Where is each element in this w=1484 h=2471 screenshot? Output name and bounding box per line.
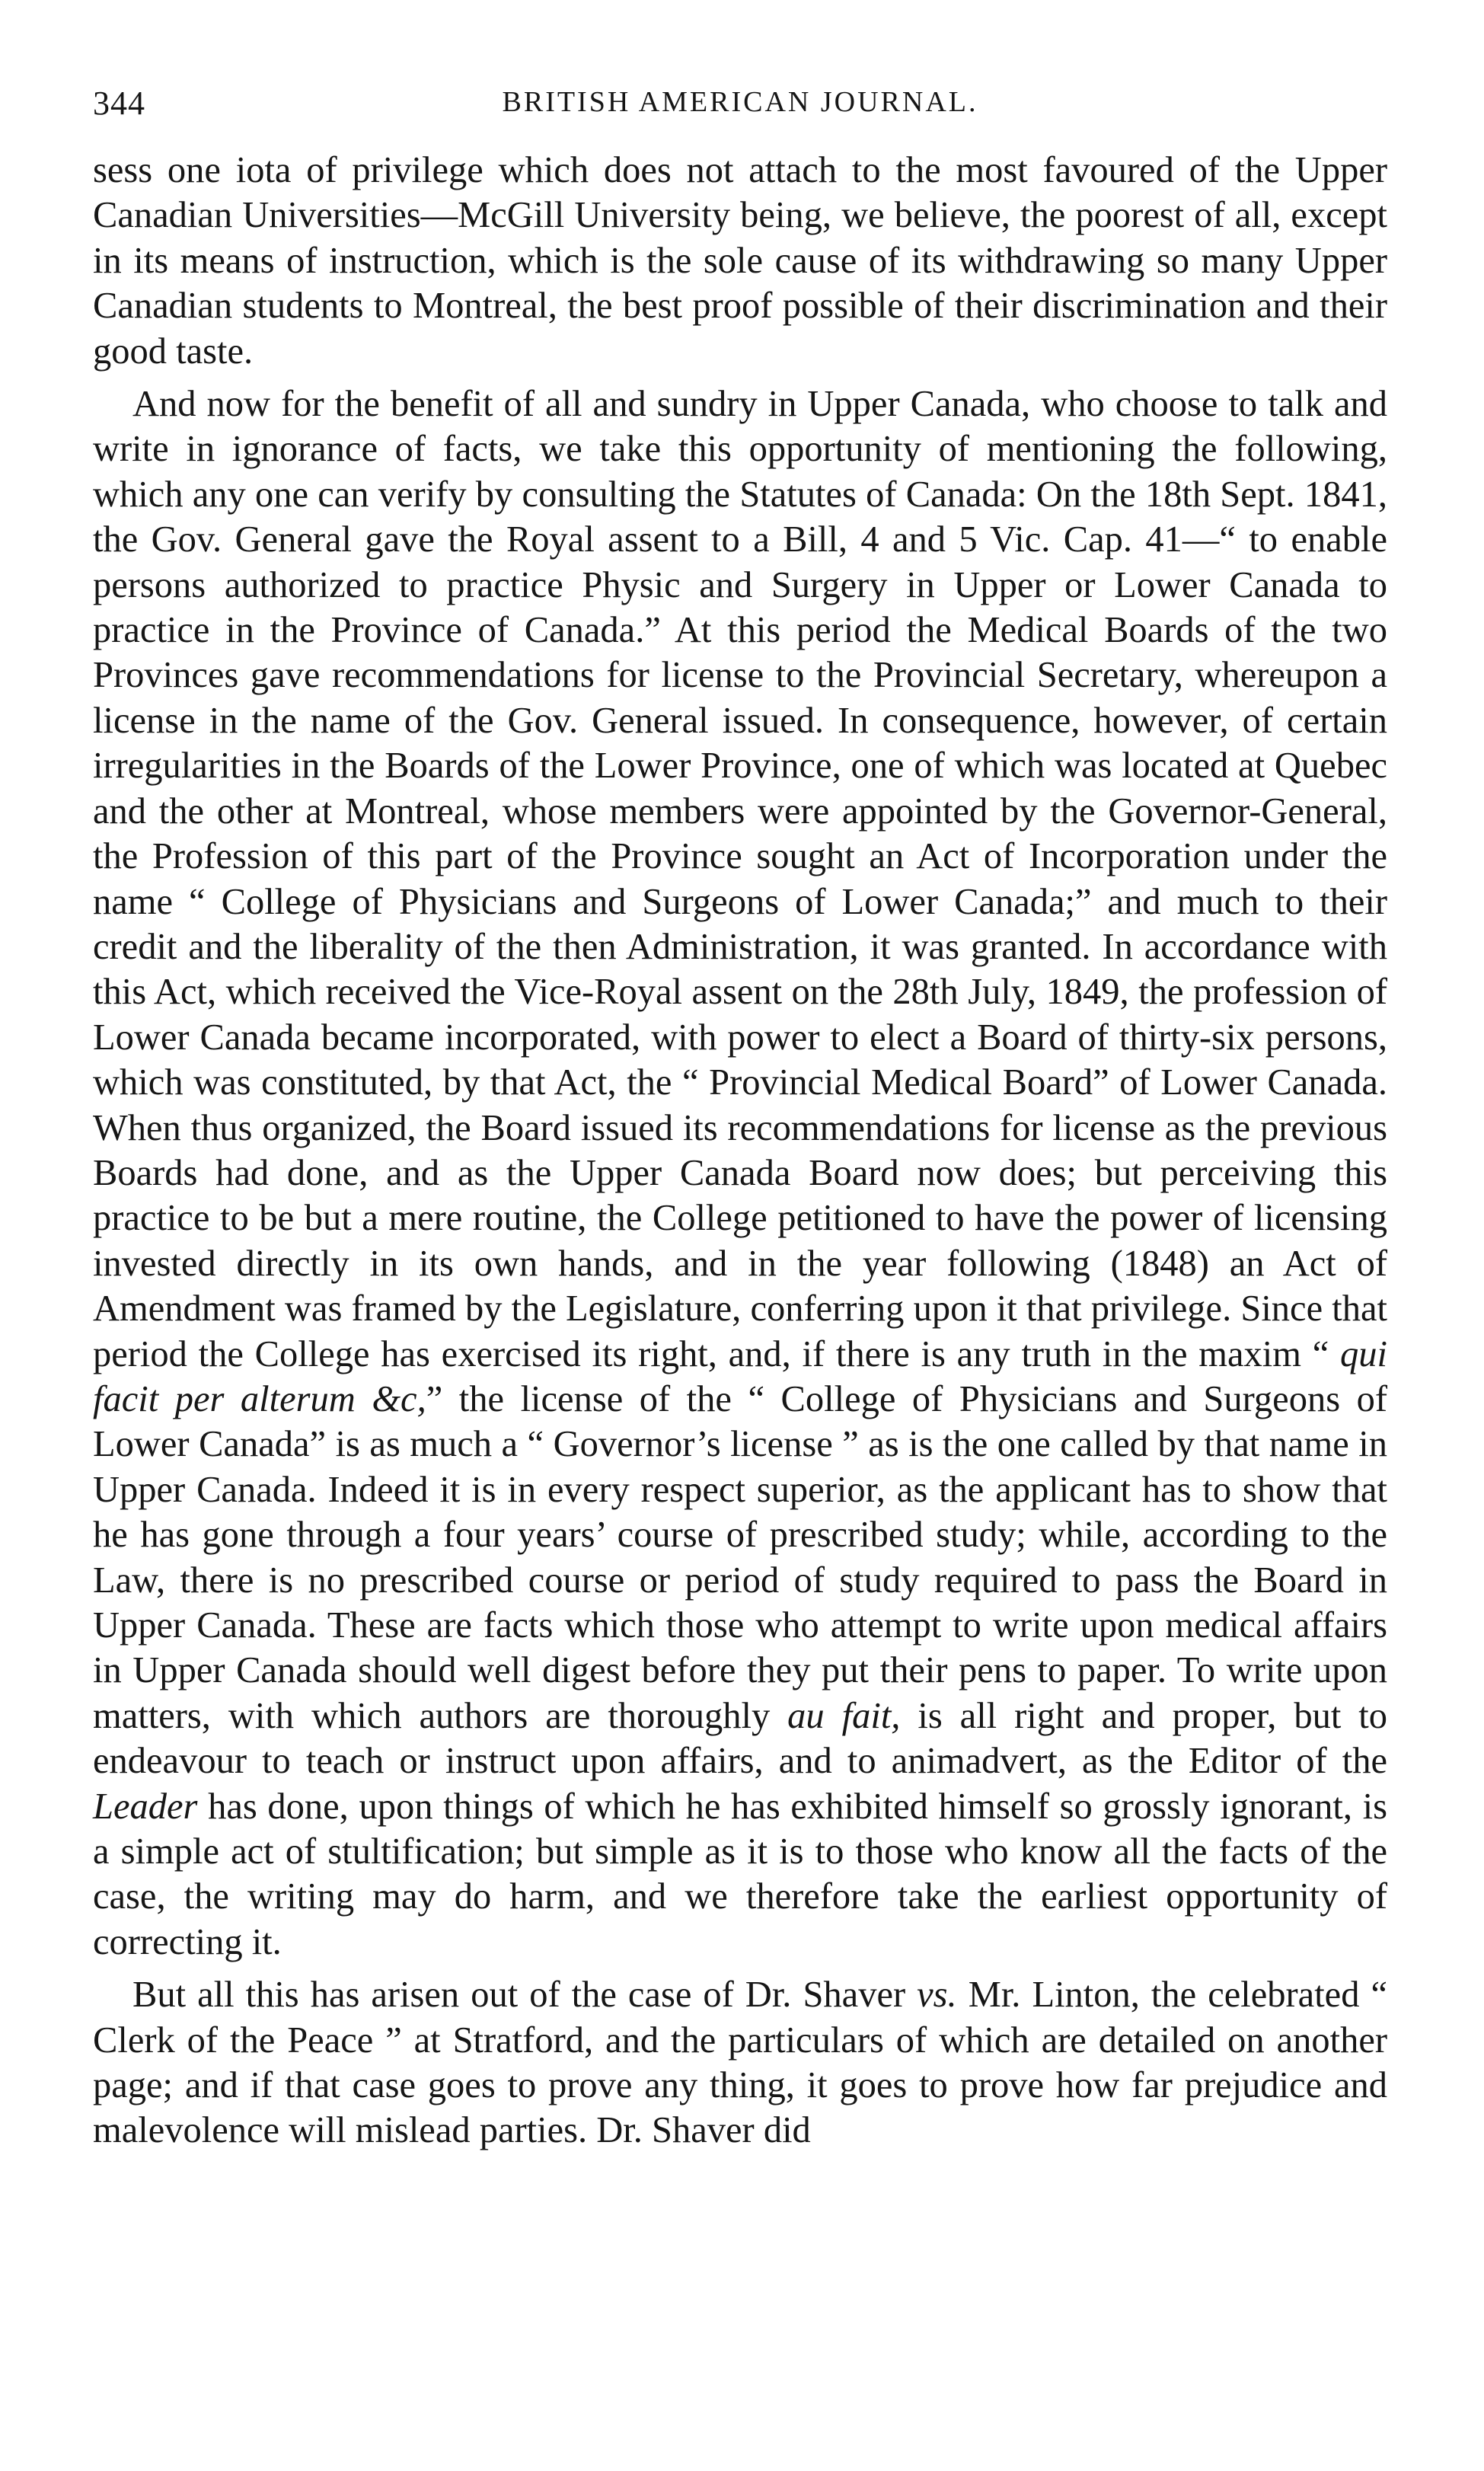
newspaper-title: Leader	[93, 1786, 198, 1827]
article-text	[93, 148, 1387, 2153]
latin-maxim: qui facit per alterum &c,	[93, 1333, 1387, 1419]
page-number: 344	[93, 85, 145, 122]
paragraph-1-text: sess one iota of privilege which does not attach to the most favoured of the Upper Canadian Universities—McGill University being, we believe, the poorest of all, except in its means of instruction, which is the sole cause of its withdrawing so many Upper Canadian students to Montreal, the best proof possible of their discrimination and their good taste.	[93, 150, 1387, 372]
paragraph-3	[93, 1972, 1387, 2153]
running-title: BRITISH AMERICAN JOURNAL.	[502, 86, 978, 118]
paragraph-3-text-part-2: Mr. Linton, the celebrated “ Clerk of the Peace ” at Stratford, and the particulars of which are detailed on another page; and if that case goes to prove any thing, it goes to prove how far prejudice and malevolence will mislead parties. Dr. Shaver did	[93, 1975, 1387, 2151]
versus-abbreviation: vs.	[917, 1975, 957, 2016]
page-header	[93, 76, 1387, 137]
paragraph-3-text-part-1: But all this has arisen out of the case of Dr. Shaver	[132, 1975, 918, 2016]
paragraph-2-text-part-1: And now for the benefit of all and sundry in Upper Canada, who choose to talk and write in ignorance of facts, we take this opportunity of mentioning the following, which any one can verify by consulting the Statutes of Canada: On the 18th Sept. 1841, the Gov. General gave the Royal assent to a Bill, 4 and 5 Vic. Cap. 41—“ to enable persons authorized to practice Physic and Surgery in Upper or Lower Canada to practice in the Province of Canada.” At this period the Medical Boards of the two Provinces gave recommendations for license to the Provincial Secretary, whereupon a license in the name of the Gov. General issued. In consequence, however, of certain irregularities in the Boards of the Lower Province, one of which was located at Quebec and the other at Montreal, whose members were appointed by the Governor-General, the Profession of this part of the Province sought an Act of Incorporation under the name “ College of Physicians and Surgeons of Lower Canada;” and much to their credit and the liberality of the then Administration, it was granted. In accordance with this Act, which received the Vice-Royal assent on the 28th July, 1849, the profession of Lower Canada became incorporated, with power to elect a Board of thirty-six persons, which was constituted, by that Act, the “ Provincial Medical Board” of Lower Canada. When thus organized, the Board issued its recommendations for license as the previous Boards had done, and as the Upper Canada Board now does; but perceiving this practice to be but a mere routine, the College petitioned to have the power of licensing invested directly in its own hands, and in the year following (1848) an Act of Amendment was framed by the Legislature, conferring upon it that privilege. Since that period the College has exercised its right, and, if there is any truth in the maxim “	[93, 384, 1387, 1374]
paragraph-2-text-part-4: has done, upon things of which he has exhibited himself so grossly ignorant, is a simple act of stultification; but simple as it is to those who know all the facts of the case, the writing may do harm, and we therefore take the earliest opportunity of correcting it.	[93, 1786, 1387, 1962]
paragraph-2	[93, 382, 1387, 1965]
french-phrase: au fait,	[787, 1695, 901, 1736]
paragraph-2-text-part-2: ” the license of the “ College of Physicians and Surgeons of Lower Canada” is as much a “ Governor’s license ” as is the one called by that name in Upper Canada. Indeed it is in every respect superior, as the applicant has to show that he has gone through a four years’ course of prescribed study; while, according to the Law, there is no prescribed course or period of study required to pass the Board in Upper Canada. These are facts which those who attempt to write upon medical affairs in Upper Canada should well digest before they put their pens to paper. To write upon matters, with which authors are thoroughly	[93, 1378, 1388, 1736]
paragraph-1	[93, 148, 1387, 374]
paragraph-2-text-part-3: is all right and proper, but to endeavour to teach or instruct upon affairs, and to animadvert, as the Editor of the	[93, 1695, 1387, 1782]
journal-page	[93, 76, 1387, 2161]
